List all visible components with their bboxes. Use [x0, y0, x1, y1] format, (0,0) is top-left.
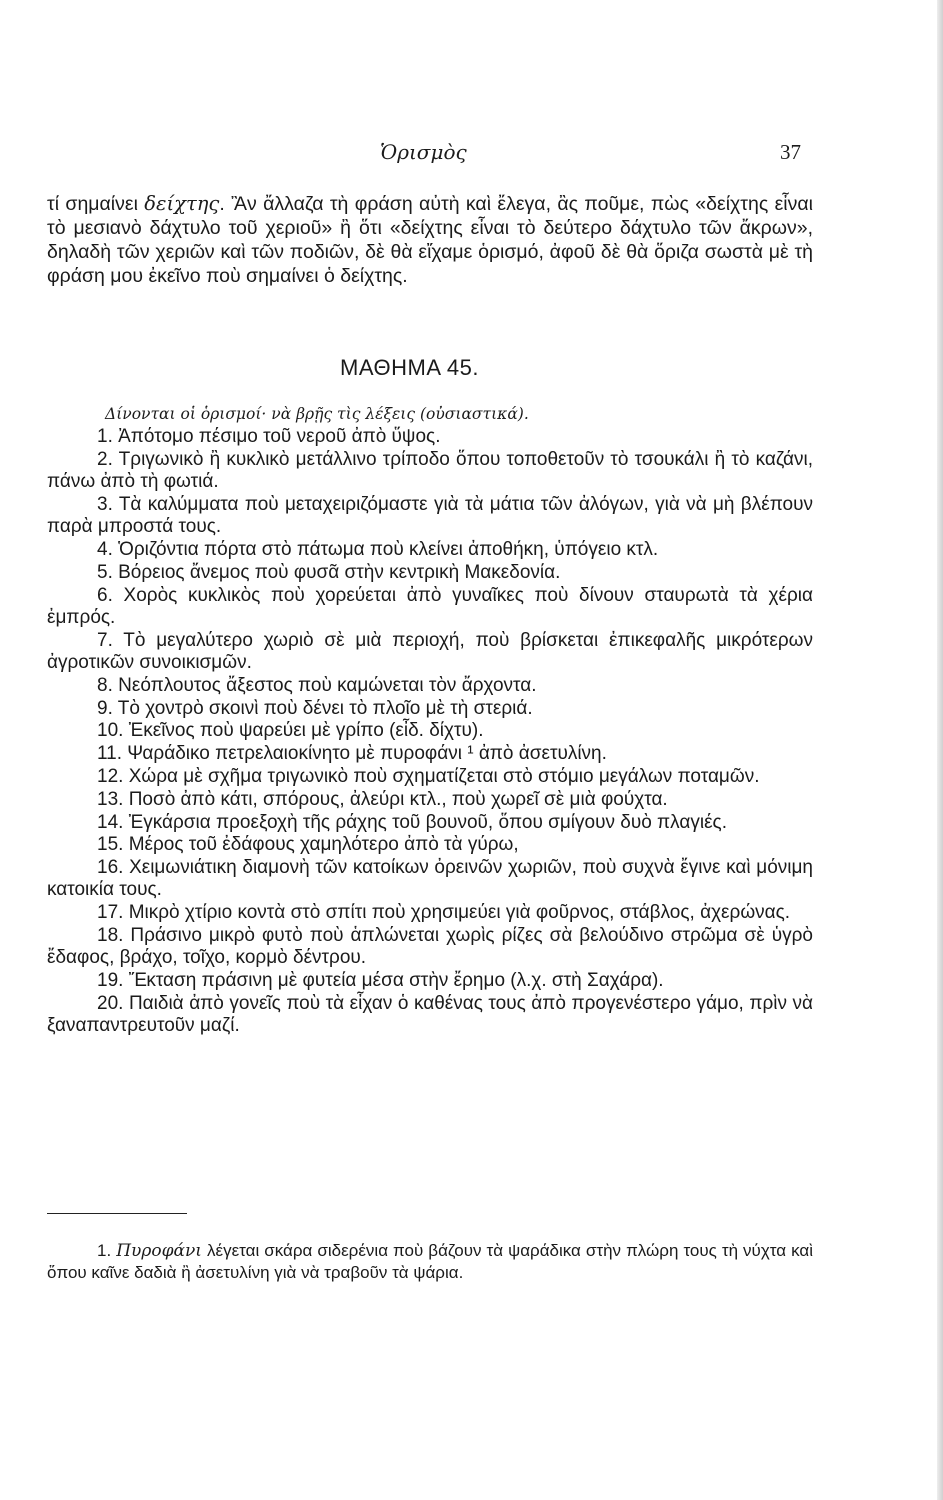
footnote-divider — [47, 1213, 187, 1214]
intro-paragraph — [47, 192, 813, 288]
exercise-item-17: 17. Μικρὸ χτίριο κοντὰ στὸ σπίτι ποὺ χρησιμεύει γιὰ φοῦρνος, στάβλος, ἀχερώνας. — [97, 902, 791, 924]
lesson-title: ΜΑΘΗΜΑ 45. — [340, 355, 480, 380]
exercise-item-12: 12. Χώρα μὲ σχῆμα τριγωνικὸ ποὺ σχηματίζεται στὸ στόμιο μεγάλων ποταμῶν. — [97, 765, 760, 787]
footnote-text: λέγεται σκάρα σιδερένια ποὺ βάζουν τὰ ψαράδικα στὴν πλώρη τους τὴ νύχτα καὶ ὅπου καῖνε δαδιὰ ἢ ἀσετυλίνη γιὰ νὰ τραβοῦν τὰ ψάρια. — [47, 1241, 813, 1282]
footnote-number: 1. — [97, 1241, 112, 1260]
footnote-term: Πυροφάνι — [116, 1241, 202, 1261]
exercise-item-8: 8. Νεόπλουτος ἄξεστος ποὺ καμώνεται τὸν ἄρχοντα. — [97, 674, 537, 696]
intro-emphasis: δείχτης — [144, 192, 220, 215]
exercise-item-19: 19. Ἔκταση πράσινη μὲ φυτεία μέσα στὴν ἔρημο (λ.χ. στὴ Σαχάρα). — [97, 970, 664, 992]
intro-text-before: τί σημαίνει — [47, 193, 145, 215]
exercise-item-6: 6. Χορὸς κυκλικὸς ποὺ χορεύεται ἀπὸ γυναῖκες ποὺ δίνουν σταυρωτὰ τὰ χέρια ἐμπρός. — [47, 584, 813, 628]
exercise-item-1: 1. Ἀπότομο πέσιμο τοῦ νεροῦ ἀπὸ ὕψος. — [97, 426, 441, 447]
exercise-item-16: 16. Χειμωνιάτικη διαμονὴ τῶν κατοίκων ὀρεινῶν χωριῶν, ποὺ συχνὰ ἔγινε καὶ μόνιμη κατοικία τους. — [47, 857, 813, 901]
lesson-instructions: Δίνονται οἱ ὁρισμοί· νὰ βρῇς τὶς λέξεις (οὐσιαστικά). — [105, 405, 529, 423]
intro-text-after: . Ἂν ἄλλαζα τὴ φράση αὐτὴ καὶ ἔλεγα, ἂς ποῦμε, πὼς «δείχτης εἶναι τὸ μεσιανὸ δάχτυλο τοῦ χεριοῦ» ἢ ὅτι «δείχτης εἶναι τὸ δεύτερο δάχτυλο τῶν ἄκρων», δηλαδὴ τῶν χεριῶν καὶ τῶν ποδιῶν, δὲ θὰ εἴχαμε ὁρισμό, ἀφοῦ δὲ θὰ ὅριζα σωστὰ μὲ τὴ φράση μου ἐκεῖνο ποὺ σημαίνει ὁ δείχτης. — [47, 193, 813, 287]
exercise-item-14: 14. Ἐγκάρσια προεξοχὴ τῆς ράχης τοῦ βουνοῦ, ὅπου σμίγουν δυὸ πλαγιές. — [97, 811, 727, 833]
exercise-list — [47, 426, 813, 1038]
exercise-item-9: 9. Τὸ χοντρὸ σκοινὶ ποὺ δένει τὸ πλοῖο μὲ τὴ στεριά. — [97, 697, 533, 719]
page-header — [0, 140, 943, 170]
exercise-item-3: 3. Τὰ καλύμματα ποὺ μεταχειριζόμαστε γιὰ τὰ μάτια τῶν ἀλόγων, γιὰ νὰ μὴ βλέπουν παρὰ μπροστά τους. — [47, 493, 813, 538]
footnote — [47, 1240, 813, 1284]
running-title: Ὁρισμὸς — [380, 140, 467, 164]
exercise-item-18: 18. Πράσινο μικρὸ φυτὸ ποὺ ἁπλώνεται χωρὶς ρίζες σὰ βελούδινο στρῶμα σὲ ὑγρὸ ἔδαφος, βράχο, τοῖχο, κορμὸ δέντρου. — [47, 925, 813, 969]
exercise-item-2: 2. Τριγωνικὸ ἢ κυκλικὸ μετάλλινο τρίποδο ὅπου τοποθετοῦν τὸ τσουκάλι ἢ τὸ καζάνι, πάνω ἀπὸ τὴ φωτιά. — [47, 448, 813, 493]
exercise-item-15: 15. Μέρος τοῦ ἐδάφους χαμηλότερο ἀπὸ τὰ γύρω, — [97, 834, 519, 856]
exercise-item-11: 11. Ψαράδικο πετρελαιοκίνητο μὲ πυροφάνι ¹ ἀπὸ ἀσετυλίνη. — [97, 743, 607, 765]
intro-text — [47, 192, 813, 288]
exercise-item-10: 10. Ἐκεῖνος ποὺ ψαρεύει μὲ γρίπο (εἶδ. δίχτυ). — [97, 720, 484, 742]
exercise-item-7: 7. Τὸ μεγαλύτερο χωριὸ σὲ μιὰ περιοχή, ποὺ βρίσκεται ἐπικεφαλῆς μικρότερων ἀγροτικῶν συνοικισμῶν. — [47, 629, 813, 673]
exercise-item-20: 20. Παιδιὰ ἀπὸ γονεῖς ποὺ τὰ εἶχαν ὁ καθένας τους ἀπὸ προγενέστερο γάμο, πρὶν νὰ ξαναπαντρευτοῦν μαζί. — [47, 992, 813, 1037]
exercise-item-4: 4. Ὁριζόντια πόρτα στὸ πάτωμα ποὺ κλείνει ἀποθήκη, ὑπόγειο κτλ. — [97, 538, 659, 560]
exercise-item-13: 13. Ποσὸ ἀπὸ κάτι, σπόρους, ἀλεύρι κτλ., ποὺ χωρεῖ σὲ μιὰ φούχτα. — [97, 788, 668, 810]
page-number: 37 — [780, 140, 801, 164]
page-edge-shadow — [937, 0, 943, 1500]
exercise-item-5: 5. Βόρειος ἄνεμος ποὺ φυσᾶ στὴν κεντρικὴ Μακεδονία. — [97, 561, 561, 583]
